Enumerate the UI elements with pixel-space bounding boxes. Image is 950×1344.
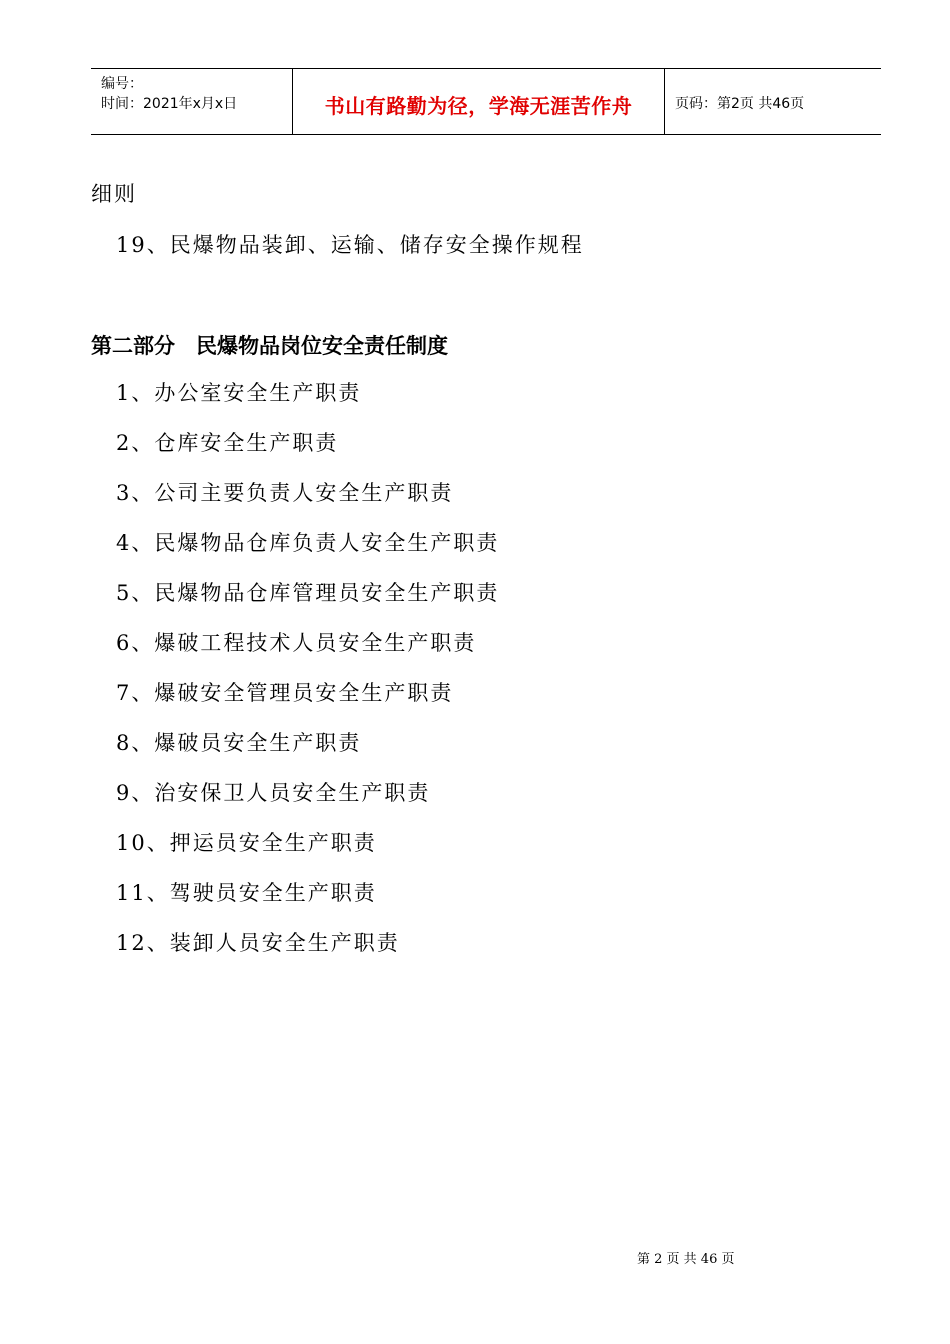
list-item: 8、爆破员安全生产职责 xyxy=(116,731,362,755)
list-item: 12、装卸人员安全生产职责 xyxy=(116,931,400,955)
list-item: 3、公司主要负责人安全生产职责 xyxy=(116,481,454,505)
list-item: 1、办公室安全生产职责 xyxy=(116,381,362,405)
list-item: 4、民爆物品仓库负责人安全生产职责 xyxy=(116,531,500,555)
list-item: 9、治安保卫人员安全生产职责 xyxy=(116,781,431,805)
header-page-info: 页码：第2页 共46页 xyxy=(675,96,805,112)
document-date-label: 时间：2021年x月x日 xyxy=(101,96,238,112)
list-item: 10、押运员安全生产职责 xyxy=(116,831,377,855)
section-title: 第二部分 民爆物品岗位安全责任制度 xyxy=(91,334,448,358)
list-item: 7、爆破安全管理员安全生产职责 xyxy=(116,681,454,705)
list-item: 6、爆破工程技术人员安全生产职责 xyxy=(116,631,477,655)
responsibility-list xyxy=(116,378,499,978)
header-motto-cell xyxy=(293,69,665,134)
list-item: 5、民爆物品仓库管理员安全生产职责 xyxy=(116,581,500,605)
list-item: 11、驾驶员安全生产职责 xyxy=(116,881,377,905)
header-left-cell xyxy=(91,69,293,134)
continued-heading: 细则 xyxy=(91,182,137,206)
document-number-label: 编号： xyxy=(101,76,143,92)
list-item: 2、仓库安全生产职责 xyxy=(116,431,339,455)
page-header xyxy=(91,68,881,135)
toc-item-19: 19、民爆物品装卸、运输、储存安全操作规程 xyxy=(116,233,584,257)
header-motto: 书山有路勤为径，学海无涯苦作舟 xyxy=(324,94,633,118)
header-page-cell xyxy=(665,69,881,134)
page-footer: 第 2 页 共 46 页 xyxy=(637,1252,735,1267)
